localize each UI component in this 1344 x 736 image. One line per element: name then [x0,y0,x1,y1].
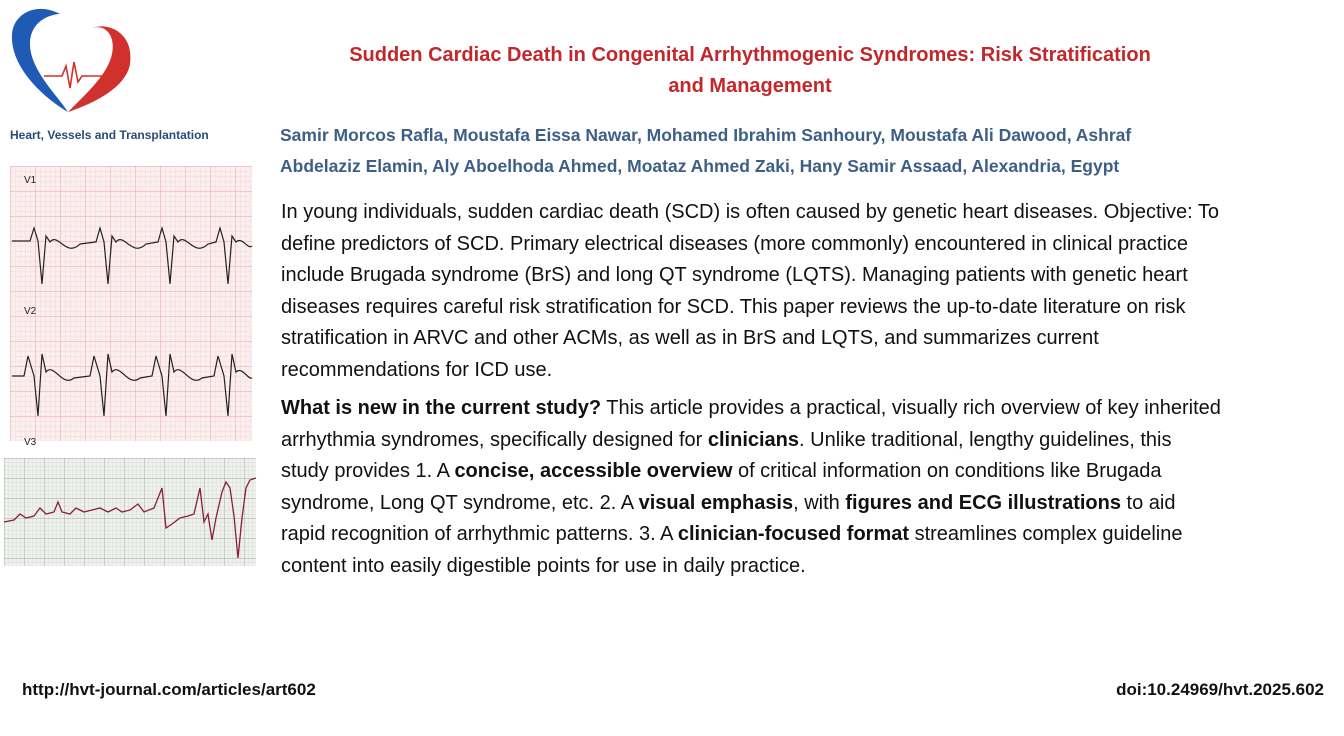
authors-line-1: Samir Morcos Rafla, Moustafa Eissa Nawar, Mohamed Ibrahim Sanhoury, Moustafa Ali Dawood, Ashraf [280,125,1132,145]
heart-logo-icon [8,4,138,124]
author-list [280,120,1335,182]
emphasis-visual: visual emphasis [638,491,794,514]
emphasis-clinicians: clinicians [707,428,800,451]
abstract-paragraph: In young individuals, sudden cardiac death (SCD) is often caused by genetic heart diseases. Objective: To define predictors of SCD. Primary electrical diseases (more commonly) encountered in clinical practice include Brugada syndrome (BrS) and long QT syndrome (LQTS). Managing patients with genetic heart diseases requires careful risk stratification for SCD. This paper reviews the up-to-date literature on risk stratification in ARVC and other ACMs, as well as in BrS and LQTS, and summarizes current recommendations for ICD use. [281,201,1219,381]
text-segment: streamlines complex guideline content into easily digestible points for use in daily practice. [281,523,1183,577]
text-segment: This article provides a practical, visually rich overview of key inherited arrhythmia syndromes, specifically designed for [281,397,1221,451]
emphasis-figures-ecg: figures and ECG illustrations [845,491,1121,514]
authors-line-2: Abdelaziz Elamin, Aly Aboelhoda Ahmed, Moataz Ahmed Zaki, Hany Samir Assaad, Alexandria, Egypt [280,156,1120,176]
lead-label-v2: V2 [24,306,37,317]
text-segment: . Unlike traditional, lengthy guidelines, this study provides 1. A [281,428,1172,482]
lead-label-v3: V3 [24,437,37,448]
ecg-image-arrhythmia [4,458,256,566]
doi-label: doi:10.24969/hvt.2025.602 [1116,680,1324,699]
article-url-link[interactable]: http://hvt-journal.com/articles/art602 [22,680,316,699]
ecg-rhythm-strip-chart [4,458,256,566]
emphasis-clinician-format: clinician-focused format [677,523,910,545]
article-title [270,40,1230,102]
ecg-image-leads [10,166,252,448]
text-segment: to aid rapid recognition of arrhythmic patterns. 3. A [281,491,1176,545]
title-line-1: Sudden Cardiac Death in Congenital Arrhythmogenic Syndromes: Risk Stratification [349,44,1151,66]
whats-new-paragraph [281,393,1221,582]
emphasis-concise-overview: concise, accessible overview [454,460,733,482]
lead-label-v1: V1 [24,175,37,186]
abstract-text [281,197,1221,582]
text-segment: , with [793,491,846,514]
text-segment: of critical information on conditions like Brugada syndrome, Long QT syndrome, etc. 2. A [281,460,1162,514]
whats-new-heading: What is new in the current study? [281,397,602,419]
ecg-grid-chart [10,166,252,448]
journal-logo [8,4,138,124]
journal-name: Heart, Vessels and Transplantation [10,128,209,142]
title-line-2: and Management [668,75,832,97]
